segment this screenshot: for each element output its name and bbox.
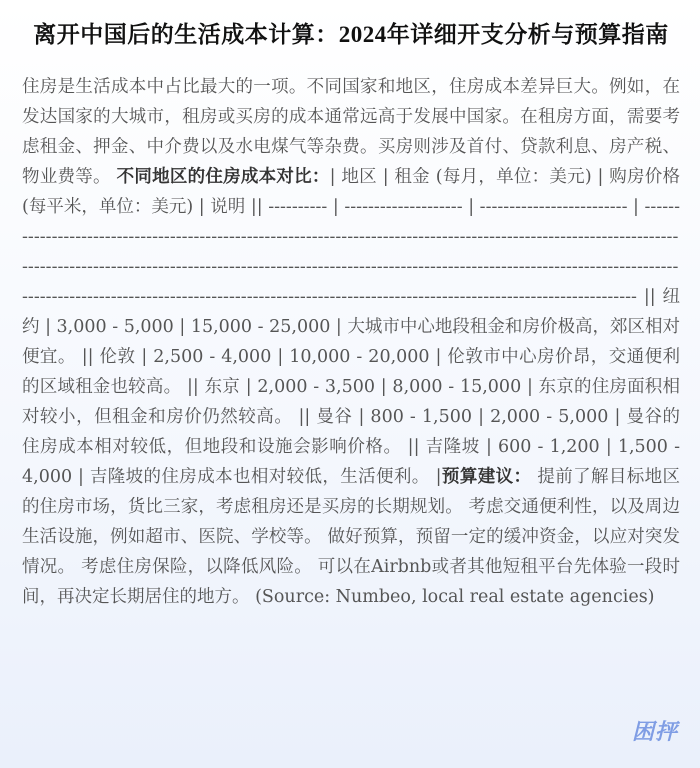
source-note: (Source: Numbeo, local real estate agencies) xyxy=(255,587,655,607)
watermark-logo: 困抨 xyxy=(631,720,678,745)
advice-text: 提前了解目标地区的住房市场，货比三家，考虑租房还是买房的长期规划。 考虑交通便利性，以及周边生活设施，例如超市、医院、学校等。 做好预算，预留一定的缓冲资金，以应对突发情况。 考虑住房保险，以降低风险。 可以在Airbnb或者其他短租平台先体验一段时间，再决定长期居住的地方。 xyxy=(22,467,681,607)
intro-paragraph: 住房是生活成本中占比最大的一项。不同国家和地区，住房成本差异巨大。例如，在发达国家的大城市，租房或买房的成本通常远高于发展中国家。在租房方面，需要考虑租金、押金、中介费以及水电煤气等杂费。买房则涉及首付、贷款利息、房产税、物业费等。 xyxy=(22,77,680,187)
comparison-label: 不同地区的住房成本对比： xyxy=(116,167,330,187)
advice-label: 预算建议： xyxy=(441,467,532,487)
page-title: 离开中国后的生活成本计算：2024年详细开支分析与预算指南 xyxy=(33,22,669,47)
housing-cost-table-text: | 地区 | 租金 (每月，单位：美元) | 购房价格 (每平米，单位：美元) | 说明 || ---------- | -------------------- | ------------------------- | -------------------------------------------------------------------------------------------------------------------------------------------------------------------------------------------------------------------------------------------------------------------------------------------------------------------------------------------- || 纽约 | 3,000 - 5,000 | 15,000 - 25,000 | 大城市中心地段租金和房价极高，郊区相对便宜。 || 伦敦 | 2,500 - 4,000 | 10,000 - 20,000 | 伦敦市中心房价昂，交通便利的区域租金也较高。 || 东京 | 2,000 - 3,500 | 8,000 - 15,000 | 东京的住房面积相对较小，但租金和房价仍然较高。 || 曼谷 | 800 - 1,500 | 2,000 - 5,000 | 曼谷的住房成本相对较低，但地段和设施会影响价格。 || 吉隆坡 | 600 - 1,200 | 1,500 - 4,000 | 吉隆坡的住房成本也相对较低，生活便利。 | xyxy=(22,167,681,487)
article-body xyxy=(22,72,680,612)
